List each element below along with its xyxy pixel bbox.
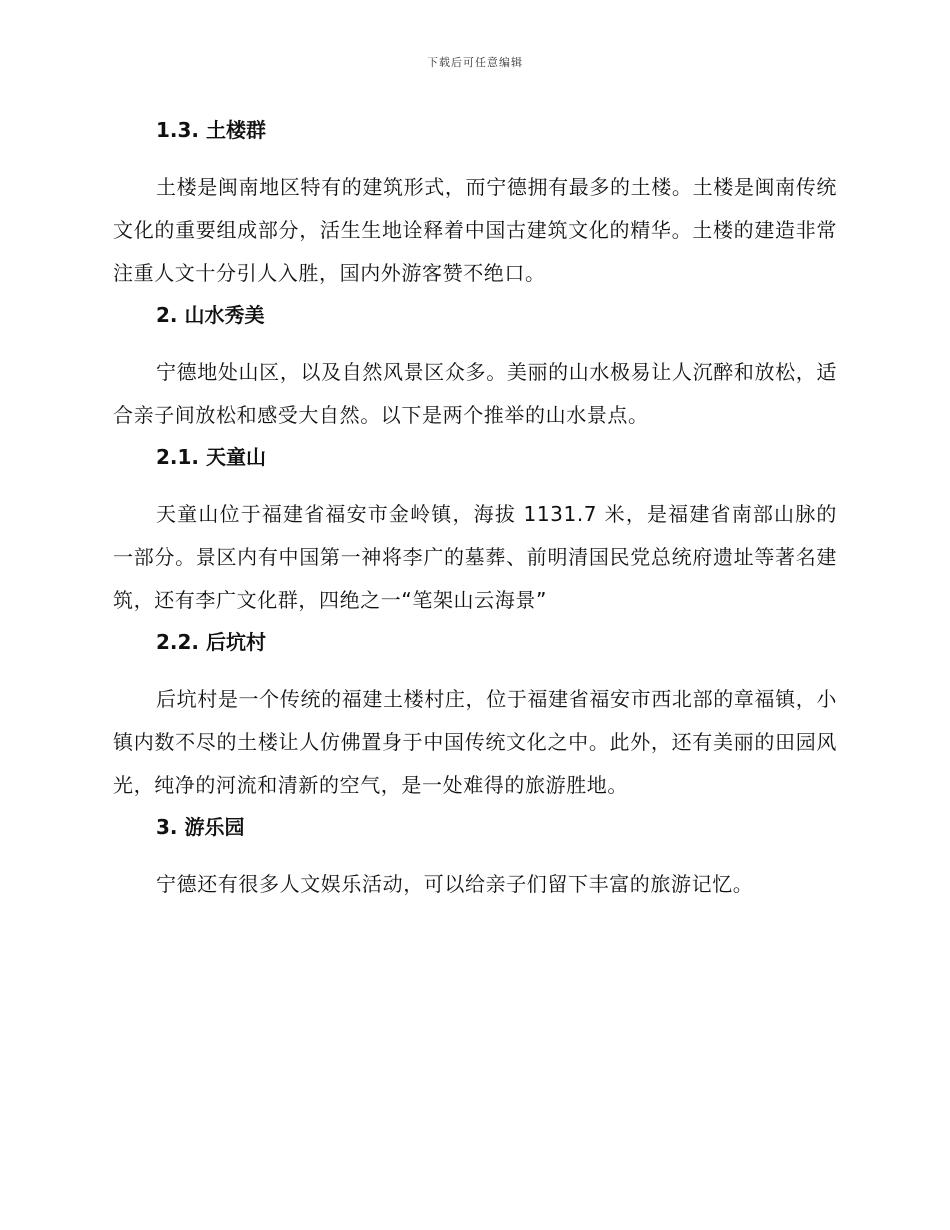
- section-heading: 2. 山水秀美: [156, 303, 265, 327]
- section-paragraph: 后坑村是一个传统的福建土楼村庄，位于福建省福安市西北部的章福镇，小镇内数不尽的土楼让人仿佛置身于中国传统文化之中。此外，还有美丽的田园风光，纯净的河流和清新的空气，是一处难得的旅游胜地。: [113, 687, 837, 797]
- section-paragraph: 宁德地处山区，以及自然风景区众多。美丽的山水极易让人沉醉和放松，适合亲子间放松和感受大自然。以下是两个推举的山水景点。: [113, 360, 837, 427]
- section-shanshui: [113, 295, 837, 437]
- page-header: 下载后可任意编辑: [427, 56, 523, 69]
- section-paragraph: 宁德还有很多人文娱乐活动，可以给亲子们留下丰富的旅游记忆。: [156, 872, 754, 896]
- section-heading: 2.2. 后坑村: [156, 630, 266, 654]
- section-youleyuan: [113, 807, 837, 906]
- section-heading: 3. 游乐园: [156, 815, 245, 839]
- section-heading: 1.3. 土楼群: [156, 118, 266, 142]
- section-paragraph: 天童山位于福建省福安市金岭镇，海拔 1131.7 米，是福建省南部山脉的一部分。景区内有中国第一神将李广的墓葬、前明清国民党总统府遗址等著名建筑，还有李广文化群，四绝之一“笔架山云海景”: [113, 502, 837, 612]
- section-paragraph: 土楼是闽南地区特有的建筑形式，而宁德拥有最多的土楼。土楼是闽南传统文化的重要组成部分，活生生地诠释着中国古建筑文化的精华。土楼的建造非常注重人文十分引人入胜，国内外游客赞不绝口。: [113, 175, 837, 285]
- section-tulou: [113, 110, 837, 295]
- document-body: [113, 110, 837, 906]
- section-tiantongshan: [113, 437, 837, 622]
- section-heading: 2.1. 天童山: [156, 445, 266, 469]
- section-houkengcun: [113, 622, 837, 807]
